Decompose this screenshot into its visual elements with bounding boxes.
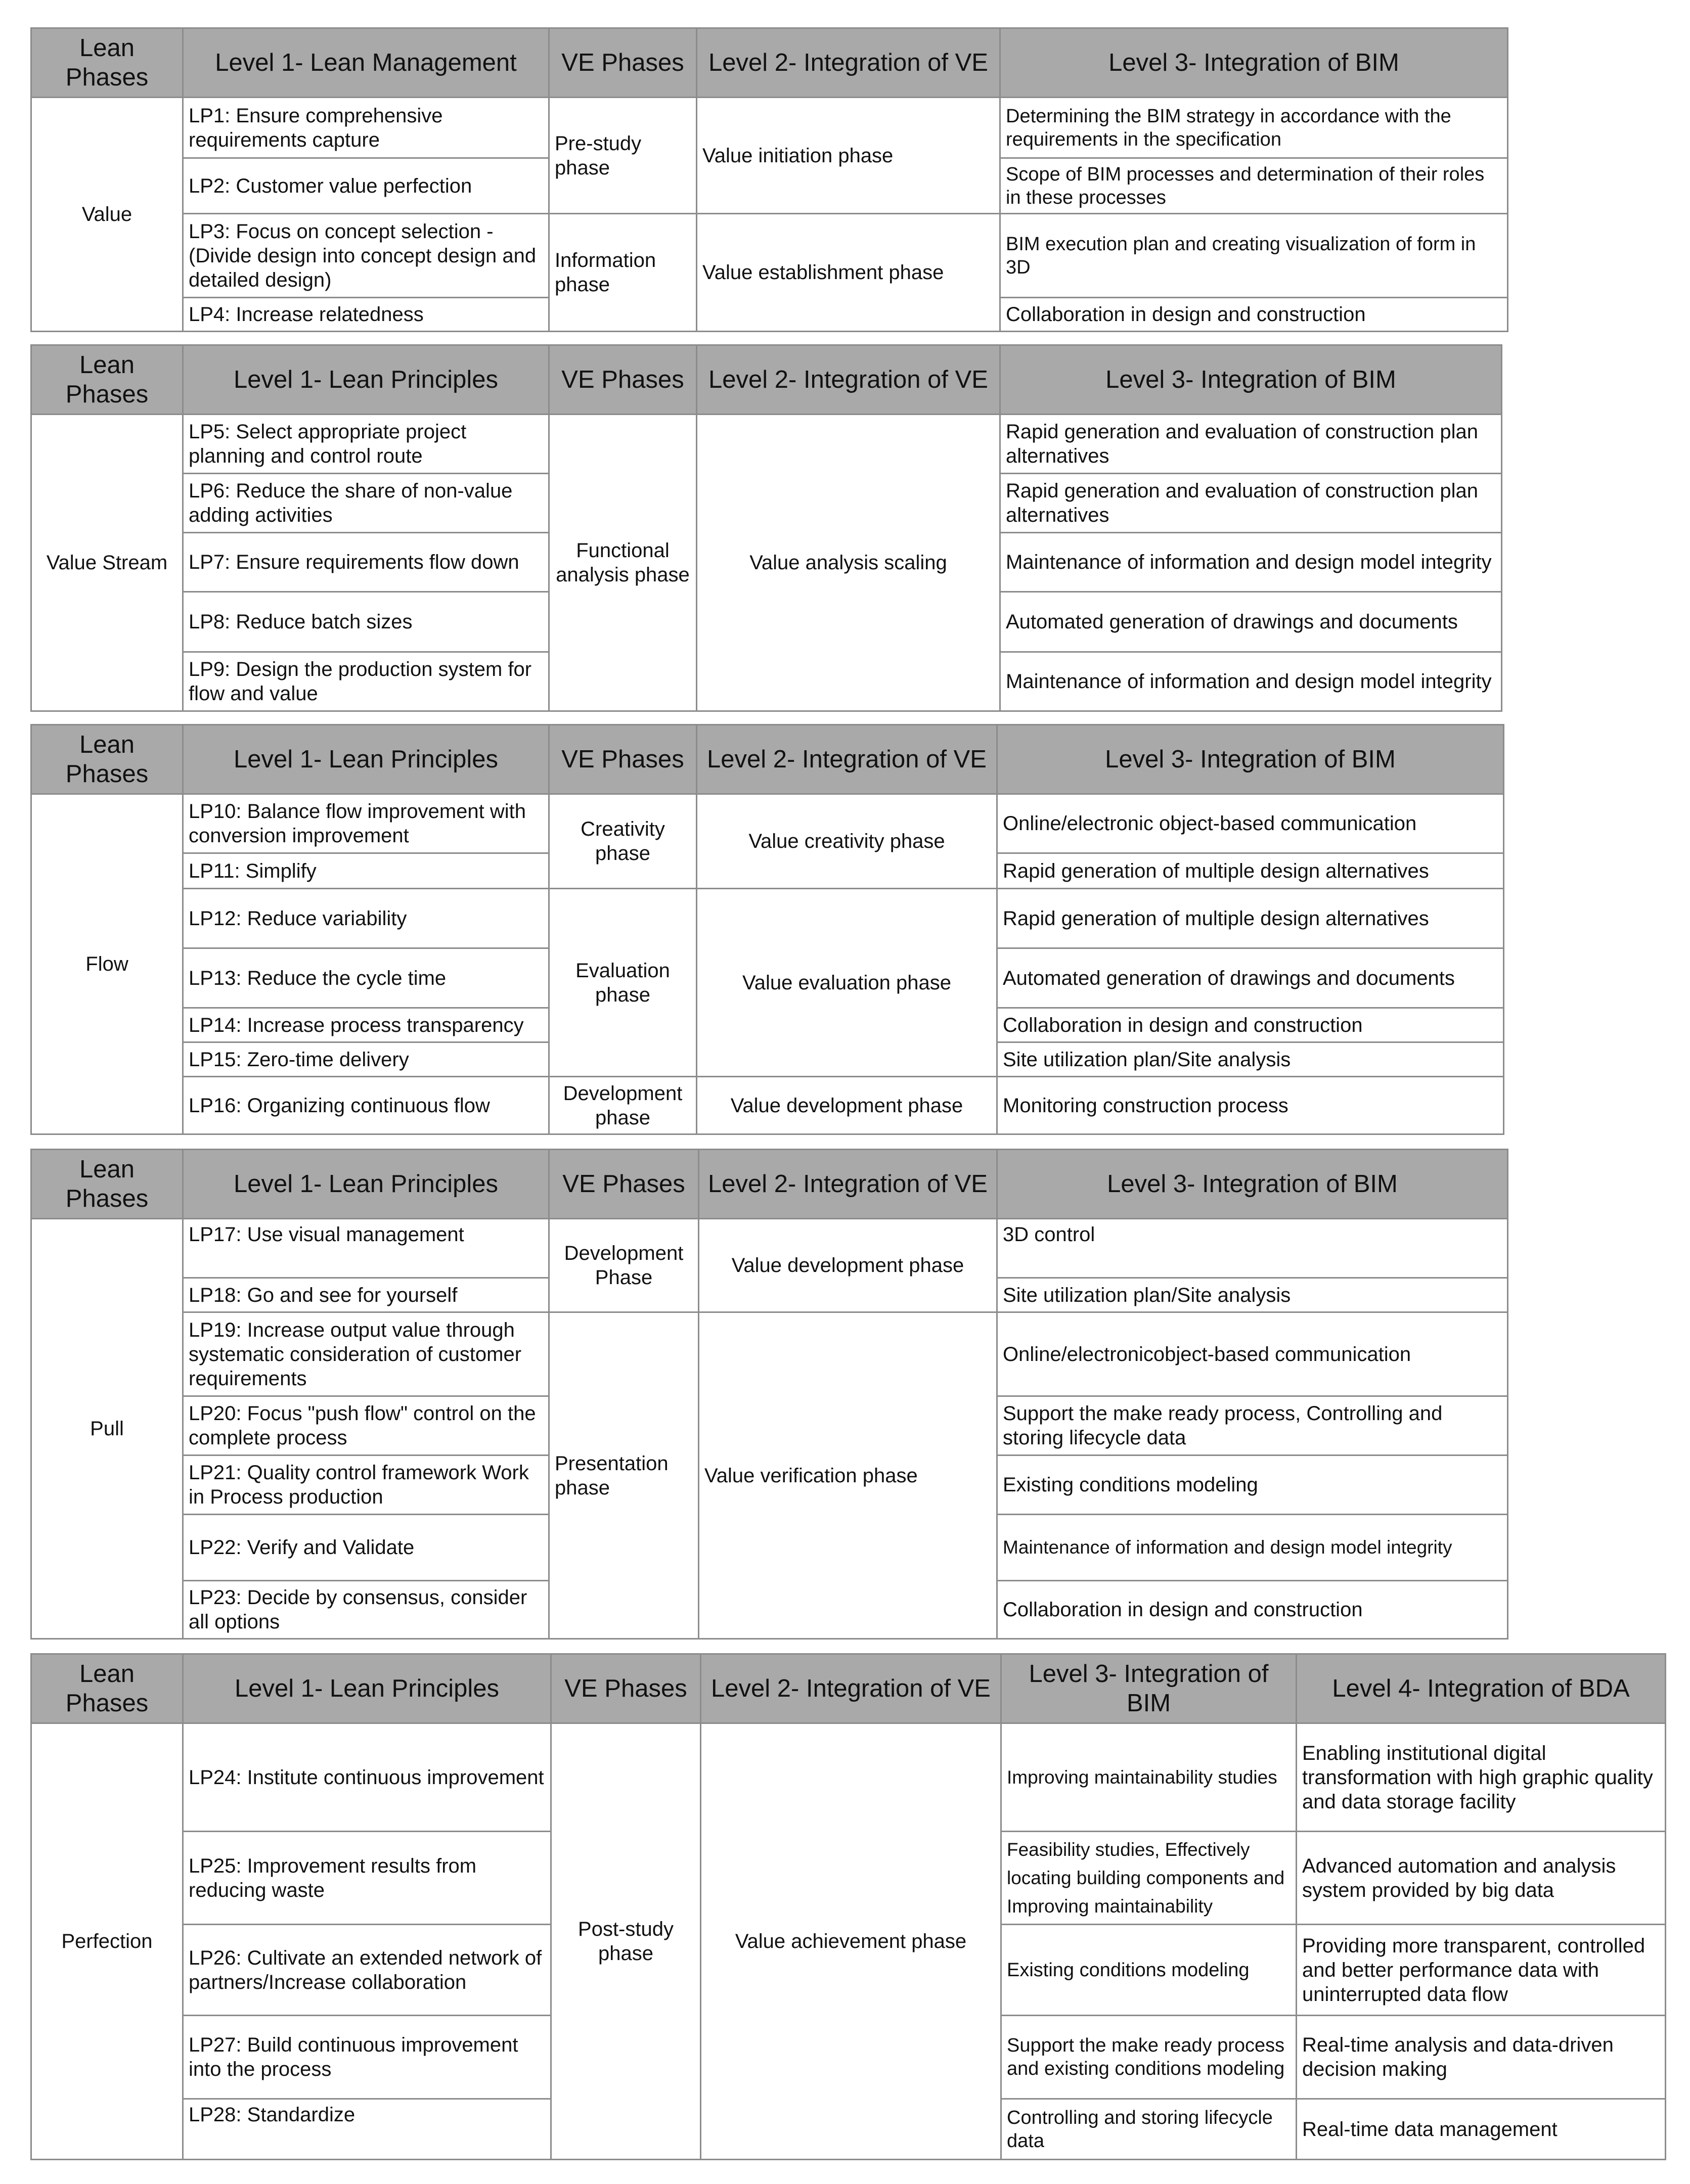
- lean-phase-cell: Pull: [31, 1219, 183, 1639]
- ve-phase-cell: Development Phase: [549, 1219, 699, 1312]
- ve-phase-cell: Evaluation phase: [549, 889, 697, 1077]
- header-level1: Level 1- Lean Principles: [183, 345, 549, 415]
- header-level1: Level 1- Lean Principles: [183, 725, 549, 794]
- principle-cell: LP25: Improvement results from reducing waste: [183, 1832, 551, 1925]
- header-level4: Level 4- Integration of BDA: [1297, 1654, 1666, 1723]
- bim-cell: BIM execution plan and creating visualization of form in 3D: [1000, 214, 1508, 298]
- bim-cell: Collaboration in design and construction: [997, 1581, 1508, 1639]
- bim-cell: Maintenance of information and design model integrity: [1000, 533, 1502, 592]
- principle-cell: LP3: Focus on concept selection - (Divide design into concept design and detailed design): [183, 214, 549, 298]
- principle-cell: LP10: Balance flow improvement with conversion improvement: [183, 794, 549, 853]
- bim-cell: Maintenance of information and design model integrity: [997, 1515, 1508, 1581]
- bim-cell: Monitoring construction process: [997, 1077, 1504, 1134]
- bim-cell: Rapid generation and evaluation of construction plan alternatives: [1000, 415, 1502, 474]
- integration-ve-cell: Value initiation phase: [697, 98, 1000, 214]
- bim-cell: Automated generation of drawings and documents: [1000, 592, 1502, 652]
- header-ve-phases: VE Phases: [549, 1150, 699, 1219]
- header-level3: Level 3- Integration of BIM: [1000, 28, 1508, 98]
- ve-phase-cell: Presentation phase: [549, 1312, 699, 1639]
- header-ve-phases: VE Phases: [549, 345, 697, 415]
- bim-cell: Online/electronicobject-based communication: [997, 1312, 1508, 1396]
- bim-cell: Determining the BIM strategy in accordance with the requirements in the specification: [1000, 98, 1508, 158]
- integration-ve-cell: Value development phase: [699, 1219, 997, 1312]
- principle-cell: LP28: Standardize: [183, 2099, 551, 2160]
- principle-cell: LP1: Ensure comprehensive requirements capture: [183, 98, 549, 158]
- principle-cell: LP20: Focus "push flow" control on the complete process: [183, 1396, 549, 1455]
- header-level2: Level 2- Integration of VE: [697, 345, 1000, 415]
- bim-cell: Site utilization plan/Site analysis: [997, 1278, 1508, 1312]
- bim-cell: Existing conditions modeling: [997, 1455, 1508, 1515]
- bim-cell: Site utilization plan/Site analysis: [997, 1042, 1504, 1077]
- integration-ve-cell: Value creativity phase: [697, 794, 997, 889]
- bda-cell: Providing more transparent, controlled and better performance data with uninterrupted data flow: [1297, 1925, 1666, 2016]
- bim-cell: Collaboration in design and construction: [1000, 298, 1508, 332]
- principle-cell: LP19: Increase output value through systematic consideration of customer requirements: [183, 1312, 549, 1396]
- principle-cell: LP11: Simplify: [183, 853, 549, 889]
- header-lean-phases: Lean Phases: [31, 28, 183, 98]
- bim-cell: Online/electronic object-based communication: [997, 794, 1504, 853]
- bim-cell: Support the make ready process and existing conditions modeling: [1001, 2016, 1297, 2099]
- principle-cell: LP23: Decide by consensus, consider all options: [183, 1581, 549, 1639]
- integration-ve-cell: Value development phase: [697, 1077, 997, 1134]
- ve-phase-cell: Pre-study phase: [549, 98, 697, 214]
- principle-cell: LP17: Use visual management: [183, 1219, 549, 1278]
- integration-ve-cell: Value analysis scaling: [697, 415, 1000, 711]
- bim-cell: Rapid generation of multiple design alternatives: [997, 853, 1504, 889]
- header-level2: Level 2- Integration of VE: [699, 1150, 997, 1219]
- header-level2: Level 2- Integration of VE: [701, 1654, 1001, 1723]
- principle-cell: LP26: Cultivate an extended network of partners/Increase collaboration: [183, 1925, 551, 2016]
- principle-cell: LP15: Zero-time delivery: [183, 1042, 549, 1077]
- principle-cell: LP12: Reduce variability: [183, 889, 549, 948]
- principle-cell: LP6: Reduce the share of non-value adding activities: [183, 474, 549, 533]
- bda-cell: Real-time analysis and data-driven decision making: [1297, 2016, 1666, 2099]
- bim-cell: 3D control: [997, 1219, 1508, 1278]
- bim-cell: Collaboration in design and construction: [997, 1008, 1504, 1042]
- header-ve-phases: VE Phases: [549, 28, 697, 98]
- bim-cell: Maintenance of information and design model integrity: [1000, 652, 1502, 711]
- principle-cell: LP8: Reduce batch sizes: [183, 592, 549, 652]
- principle-cell: LP18: Go and see for yourself: [183, 1278, 549, 1312]
- principle-cell: LP21: Quality control framework Work in Process production: [183, 1455, 549, 1515]
- principle-cell: LP2: Customer value perfection: [183, 158, 549, 214]
- principle-cell: LP22: Verify and Validate: [183, 1515, 549, 1581]
- principle-cell: LP13: Reduce the cycle time: [183, 948, 549, 1008]
- header-level2: Level 2- Integration of VE: [697, 28, 1000, 98]
- table-value: [30, 27, 1508, 332]
- ve-phase-cell: Development phase: [549, 1077, 697, 1134]
- integration-ve-cell: Value verification phase: [699, 1312, 997, 1639]
- header-level3: Level 3- Integration of BIM: [997, 725, 1504, 794]
- table-perfection: [30, 1653, 1666, 2160]
- principle-cell: LP24: Institute continuous improvement: [183, 1723, 551, 1832]
- lean-phase-cell: Flow: [31, 794, 183, 1134]
- integration-ve-cell: Value evaluation phase: [697, 889, 997, 1077]
- bda-cell: Advanced automation and analysis system provided by big data: [1297, 1832, 1666, 1925]
- bim-cell: Feasibility studies, Effectively locating building components and Improving maintainability: [1001, 1832, 1297, 1925]
- bda-cell: Enabling institutional digital transformation with high graphic quality and data storage facility: [1297, 1723, 1666, 1832]
- table-pull: [30, 1149, 1508, 1640]
- header-lean-phases: Lean Phases: [31, 725, 183, 794]
- bim-cell: Controlling and storing lifecycle data: [1001, 2099, 1297, 2160]
- lean-phase-cell: Perfection: [31, 1723, 183, 2160]
- ve-phase-cell: Information phase: [549, 214, 697, 332]
- header-level1: Level 1- Lean Management: [183, 28, 549, 98]
- ve-phase-cell: Functional analysis phase: [549, 415, 697, 711]
- bim-cell: Automated generation of drawings and documents: [997, 948, 1504, 1008]
- principle-cell: LP27: Build continuous improvement into the process: [183, 2016, 551, 2099]
- header-lean-phases: Lean Phases: [31, 1654, 183, 1723]
- bim-cell: Support the make ready process, Controlling and storing lifecycle data: [997, 1396, 1508, 1455]
- table-value-stream: [30, 344, 1502, 712]
- integration-ve-cell: Value achievement phase: [701, 1723, 1001, 2160]
- header-level3: Level 3- Integration of BIM: [1001, 1654, 1297, 1723]
- ve-phase-cell: Creativity phase: [549, 794, 697, 889]
- lean-phase-cell: Value: [31, 98, 183, 332]
- lean-phase-cell: Value Stream: [31, 415, 183, 711]
- header-level3: Level 3- Integration of BIM: [1000, 345, 1502, 415]
- header-lean-phases: Lean Phases: [31, 345, 183, 415]
- header-level1: Level 1- Lean Principles: [183, 1654, 551, 1723]
- header-lean-phases: Lean Phases: [31, 1150, 183, 1219]
- bim-cell: Existing conditions modeling: [1001, 1925, 1297, 2016]
- principle-cell: LP5: Select appropriate project planning and control route: [183, 415, 549, 474]
- principle-cell: LP9: Design the production system for flow and value: [183, 652, 549, 711]
- principle-cell: LP7: Ensure requirements flow down: [183, 533, 549, 592]
- header-level2: Level 2- Integration of VE: [697, 725, 997, 794]
- principle-cell: LP14: Increase process transparency: [183, 1008, 549, 1042]
- bim-cell: Rapid generation of multiple design alternatives: [997, 889, 1504, 948]
- header-ve-phases: VE Phases: [549, 725, 697, 794]
- header-ve-phases: VE Phases: [551, 1654, 701, 1723]
- table-flow: [30, 724, 1504, 1135]
- bim-cell: Scope of BIM processes and determination of their roles in these processes: [1000, 158, 1508, 214]
- bim-cell: Improving maintainability studies: [1001, 1723, 1297, 1832]
- integration-ve-cell: Value establishment phase: [697, 214, 1000, 332]
- principle-cell: LP16: Organizing continuous flow: [183, 1077, 549, 1134]
- ve-phase-cell: Post-study phase: [551, 1723, 701, 2160]
- header-level1: Level 1- Lean Principles: [183, 1150, 549, 1219]
- principle-cell: LP4: Increase relatedness: [183, 298, 549, 332]
- bim-cell: Rapid generation and evaluation of construction plan alternatives: [1000, 474, 1502, 533]
- bda-cell: Real-time data management: [1297, 2099, 1666, 2160]
- header-level3: Level 3- Integration of BIM: [997, 1150, 1508, 1219]
